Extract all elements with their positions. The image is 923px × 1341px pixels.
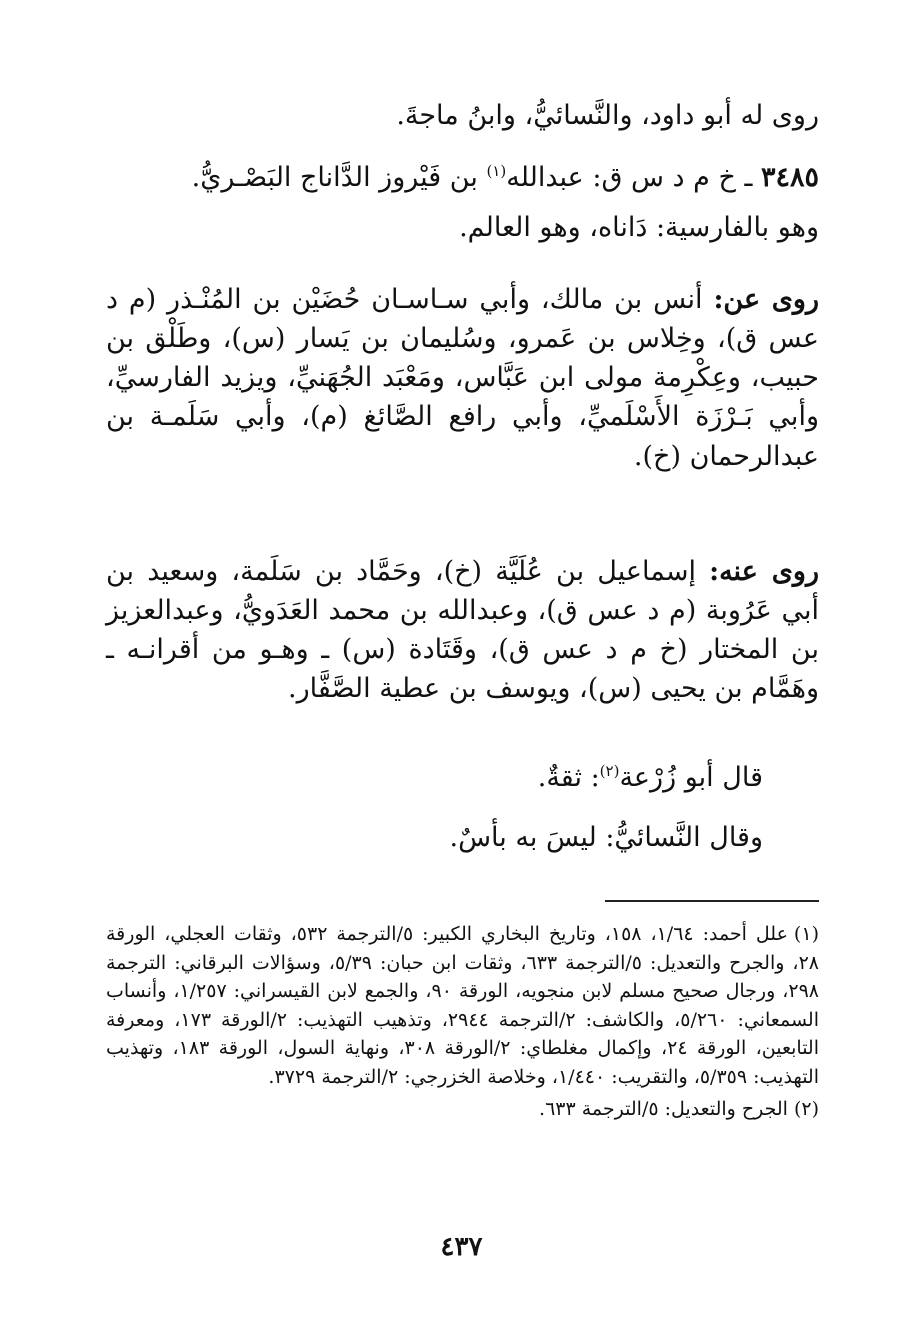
nasai-quote <box>450 818 764 857</box>
entry-codes: ـ خ م د س ق: <box>592 162 753 193</box>
narrated-by-label: روى عنه: <box>709 556 819 587</box>
entry-name-prefix: عبدالله <box>506 162 584 193</box>
entry-persian-note <box>106 208 819 247</box>
narrated-from-label: روى عن: <box>713 284 819 315</box>
footnote-2-mark: (٢) <box>793 1098 819 1120</box>
persian-note-text: وهو بالفارسية: دَاناه، وهو العالم. <box>459 212 819 243</box>
nasai-quote-text: وقال النَّسائيُّ: ليسَ به بأسٌ. <box>449 822 763 853</box>
preceding-entry-closing-line <box>106 96 819 135</box>
footnote-separator <box>605 900 819 902</box>
abu-zura-suffix: : ثقةٌ. <box>537 762 600 793</box>
footnote-1-text: علل أحمد: ١/٦٤، ١٥٨، وتاريخ البخاري الكبير: ٥/الترجمة ٥٣٢، وثقات العجلي، الورقة ٢٨، والجرح والتعديل: ٥/الترجمة ٦٣٣، وثقات ابن حبان: ٥/٣٩، وسؤالات البرقاني: الترجمة ٢٩٨، ورجال صحيح مسلم لابن منجويه، الورقة ٩٠، والجمع لابن القيسراني: ١/٢٥٧، وأنساب السمعاني: ٥/٢٦٠، والكاشف: ٢/الترجمة ٢٩٤٤، وتذهيب التهذيب: ٢/الورقة ١٧٣، ومعرفة التابعين، الورقة ٢٤، وإكمال مغلطاي: ٢/الورقة ٣٠٨، ونهاية السول، الورقة ١٨٣، وتهذيب التهذيب: ٥/٣٥٩، والتقريب: ١/٤٤٠، وخلاصة الخزرجي: ٢/الترجمة ٣٧٢٩. <box>106 923 819 1088</box>
footnote-ref-2[interactable]: (٢) <box>599 762 620 780</box>
narrated-from-text: أنس بن مالك، وأبي سـاسـان حُضَيْن بن المُنْـذر (م د عس ق)، وخِلاس بن عَمرو، وسُليمان بن يَسار (س)، وطَلْق بن حبيب، وعِكْرِمة مولى ابن عَبَّاس، ومَعْبَد الجُهَنيِّ، ويزيد الفارسيِّ، وأبي بَـرْزَة الأَسْلَميِّ، وأبي رافع الصَّائغ (م)، وأبي سَلَمـة بن عبدالرحمان (خ). <box>106 284 819 472</box>
footnote-2-text: الجرح والتعديل: ٥/الترجمة ٦٣٣. <box>539 1098 788 1120</box>
preceding-entry-text: روى له أبو داود، والنَّسائيُّ، وابنُ ماجةَ. <box>396 100 819 131</box>
footnote-2 <box>106 1095 819 1124</box>
footnotes-section <box>106 920 819 1128</box>
footnote-1-mark: (١) <box>793 923 819 945</box>
abu-zura-quote <box>538 758 763 797</box>
entry-name-suffix: بن فَيْروز الدَّاناج البَصْـريُّ. <box>191 162 478 193</box>
narrated-by-text: إسماعيل بن عُلَيَّة (خ)، وحَمَّاد بن سَلَمة، وسعيد بن أبي عَرُوبة (م د عس ق)، وعبدالله بن محمد العَدَويُّ، وعبدالعزيز بن المختار (خ م د عس ق)، وقَتَادة (س) ـ وهـو من أقرانـه ـ وهَمَّام بن يحيى (س)، ويوسف بن عطية الصَّفَّار. <box>106 556 819 705</box>
page-number: ٤٣٧ <box>440 1232 483 1262</box>
footnote-ref-1[interactable]: (١) <box>486 162 507 180</box>
narrated-from-paragraph <box>106 280 819 476</box>
footnote-1 <box>106 920 819 1091</box>
entry-heading <box>106 158 819 197</box>
narrated-by-paragraph <box>106 552 819 709</box>
abu-zura-prefix: قال أبو زُرْعة <box>619 762 763 793</box>
entry-number: ٣٤٨٥ <box>760 162 819 193</box>
